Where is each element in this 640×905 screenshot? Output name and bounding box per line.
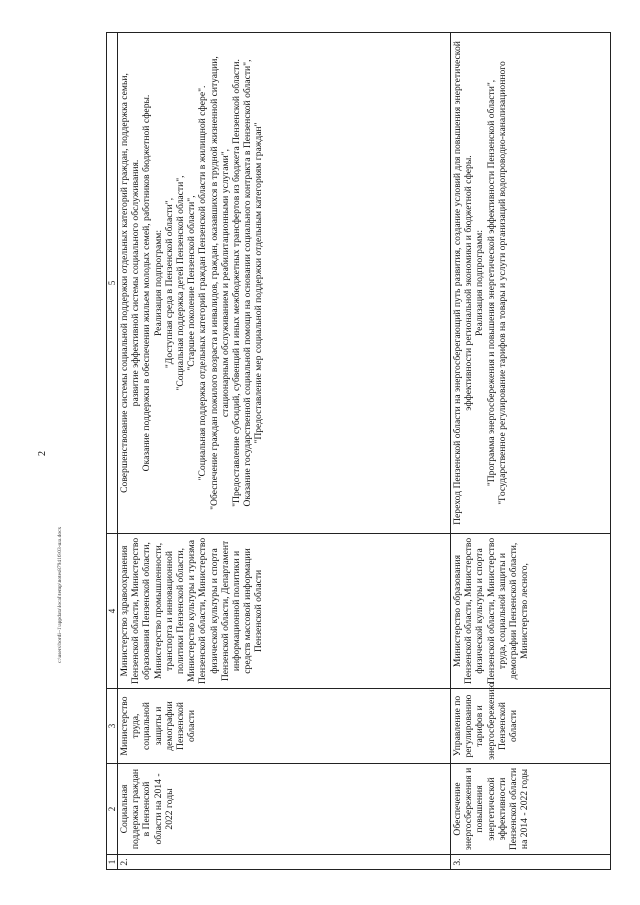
- goal-line: "Программа энергосбережения и повышения энергетической эффективности Пензенской области",: [485, 79, 497, 487]
- program-goals: [118, 33, 451, 534]
- co-executors: Министерство здравоохранения Пензенской области, Министерство образования Пензенской области, Министерство промышленности, транспорта и инновационной политики Пензенской области, Министерство культуры и туризма Пензенской области, Министерство физической культуры и спорта Пензенской области, Департамент информационной политики и средств массовой информации Пензенской области: [118, 534, 451, 689]
- row-number: 3.: [451, 855, 611, 870]
- header-cell-4: 4: [107, 534, 118, 689]
- program-name: Социальная поддержка граждан в Пензенской области на 2014 - 2022 годы: [118, 764, 451, 855]
- goal-line: "Предоставление субсидий, субвенций и иных межбюджетных трансфертов из бюджета Пензенской области.: [231, 59, 243, 507]
- goal-line: "Доступная среда в Пензенской области",: [163, 197, 175, 369]
- table-row: [118, 33, 451, 870]
- goal-line: Реализация подпрограмм:: [474, 229, 486, 337]
- goal-line: "Социальная поддержка отдельных категорий граждан Пензенской области в жилищной сфере".: [197, 85, 209, 481]
- goal-line: "Обеспечение граждан пожилого возраста и инвалидов, граждан, оказавшихся в трудной жизненной ситуации, стационарным обслуживанием и реабилитационными услугами",: [208, 56, 231, 510]
- rotated-table-container: [106, 32, 608, 870]
- goal-line: "Старшее поколение Пензенской области",: [186, 195, 198, 371]
- goal-line: развитие эффективной системы социального обслуживания.: [130, 159, 142, 407]
- goal-line: "Государственное регулирование тарифов на товары и услуги организаций водопроводно-канализационного: [496, 61, 508, 505]
- table-row: [451, 33, 611, 870]
- goal-line: Совершенствование системы социальной поддержки отдельных категорий граждан, поддержка семьи,: [119, 73, 130, 493]
- goal-line: "Предоставление мер социальной поддержки отдельным категориям граждан": [253, 122, 265, 444]
- row-number: 2.: [118, 855, 451, 870]
- goal-line: Оказание государственной социальной помощи на основании социального контракта в Пензенской области",: [242, 59, 254, 507]
- program-name: Обеспечение энергосбережения и повышения энергетической эффективности Пензенской области на 2014 - 2022 годы: [451, 764, 611, 855]
- programs-table: [106, 32, 611, 870]
- responsible-executor: Управление по регулированию тарифов и энергосбережению Пензенской области: [451, 689, 611, 764]
- co-executors: Министерство образования Пензенской области, Министерство физической культуры и спорта Пензенской области, Министерство труда, социальной защиты и демографии Пензенской области, Министерство лесного,: [451, 534, 611, 689]
- goal-line: Реализация подпрограмм:: [152, 229, 164, 337]
- responsible-executor: Министерство труда, социальной защиты и демографии Пензенской области: [118, 689, 451, 764]
- goal-line: Переход Пензенской области на энергосберегающий путь развития, создание условий для повышения энергетической эффективности региональной экономики и бюджетной сферы.: [452, 41, 475, 525]
- header-cell-5: 5: [107, 33, 118, 534]
- page-number: 2: [37, 451, 48, 456]
- goal-line: Оказание поддержки в обеспечении жильем молодых семей, работников бюджетной сферы.: [141, 94, 153, 472]
- header-cell-2: 2: [107, 764, 118, 855]
- goal-line: "Социальная поддержка детей Пензенской области",: [175, 175, 187, 391]
- table-header-row: [107, 33, 118, 870]
- header-cell-1: 1: [107, 855, 118, 870]
- footer-file-path: c:\users\bordi~1\appdata\local\temp\notes879416\03-ша.docx: [57, 526, 63, 663]
- header-cell-3: 3: [107, 689, 118, 764]
- program-goals: [451, 33, 611, 534]
